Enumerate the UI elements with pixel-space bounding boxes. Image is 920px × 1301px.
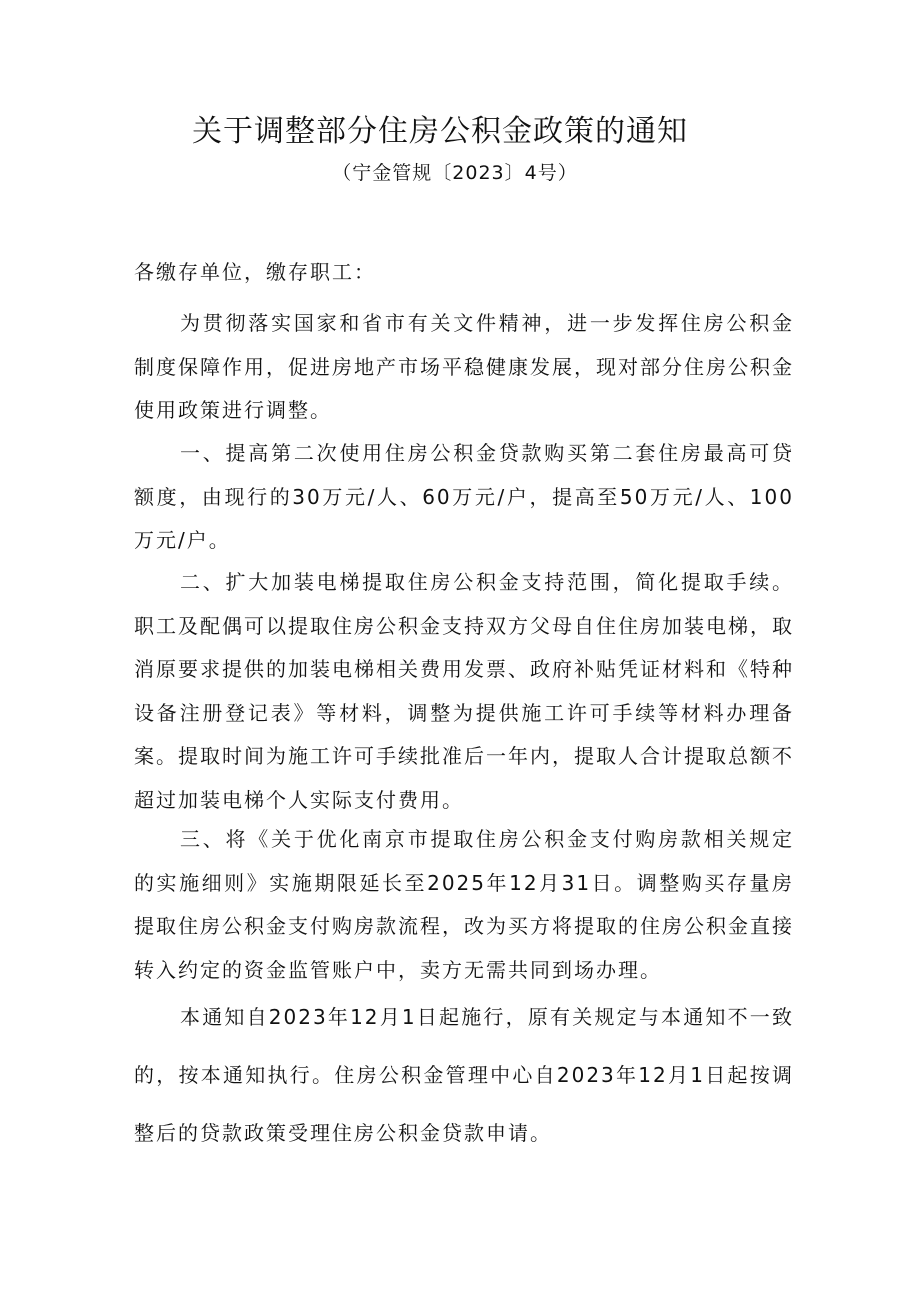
paragraph-item-2: 二、扩大加装电梯提取住房公积金支持范围，简化提取手续。职工及配偶可以提取住房公积金支持双方父母自住住房加装电梯，取消原要求提供的加装电梯相关费用发票、政府补贴凭证材料和《特种设备注册登记表》等材料，调整为提供施工许可手续等材料办理备案。提取时间为施工许可手续批准后一年内，提取人合计提取总额不超过加装电梯个人实际支付费用。 xyxy=(134,570,794,812)
paragraph-intro: 为贯彻落实国家和省市有关文件精神，进一步发挥住房公积金制度保障作用，促进房地产市场平稳健康发展，现对部分住房公积金使用政策进行调整。 xyxy=(134,311,794,422)
paragraph-item-3: 三、将《关于优化南京市提取住房公积金支付购房款相关规定的实施细则》实施期限延长至2025年12月31日。调整购买存量房提取住房公积金支付购房款流程，改为买方将提取的住房公积金直接转入约定的资金监管账户中，卖方无需共同到场办理。 xyxy=(134,827,794,982)
document-title: 关于调整部分住房公积金政策的通知 xyxy=(192,114,688,149)
paragraph-effective-date: 本通知自2023年12月1日起施行，原有关规定与本通知不一致的，按本通知执行。住房公积金管理中心自2023年12月1日起按调整后的贷款政策受理住房公积金贷款申请。 xyxy=(134,1005,794,1145)
salutation: 各缴存单位，缴存职工： xyxy=(134,260,376,284)
document-number: （宁金管规〔2023〕4号） xyxy=(332,162,578,184)
paragraph-item-1: 一、提高第二次使用住房公积金贷款购买第二套住房最高可贷额度，由现行的30万元/人、60万元/户，提高至50万元/人、100万元/户。 xyxy=(134,441,794,552)
